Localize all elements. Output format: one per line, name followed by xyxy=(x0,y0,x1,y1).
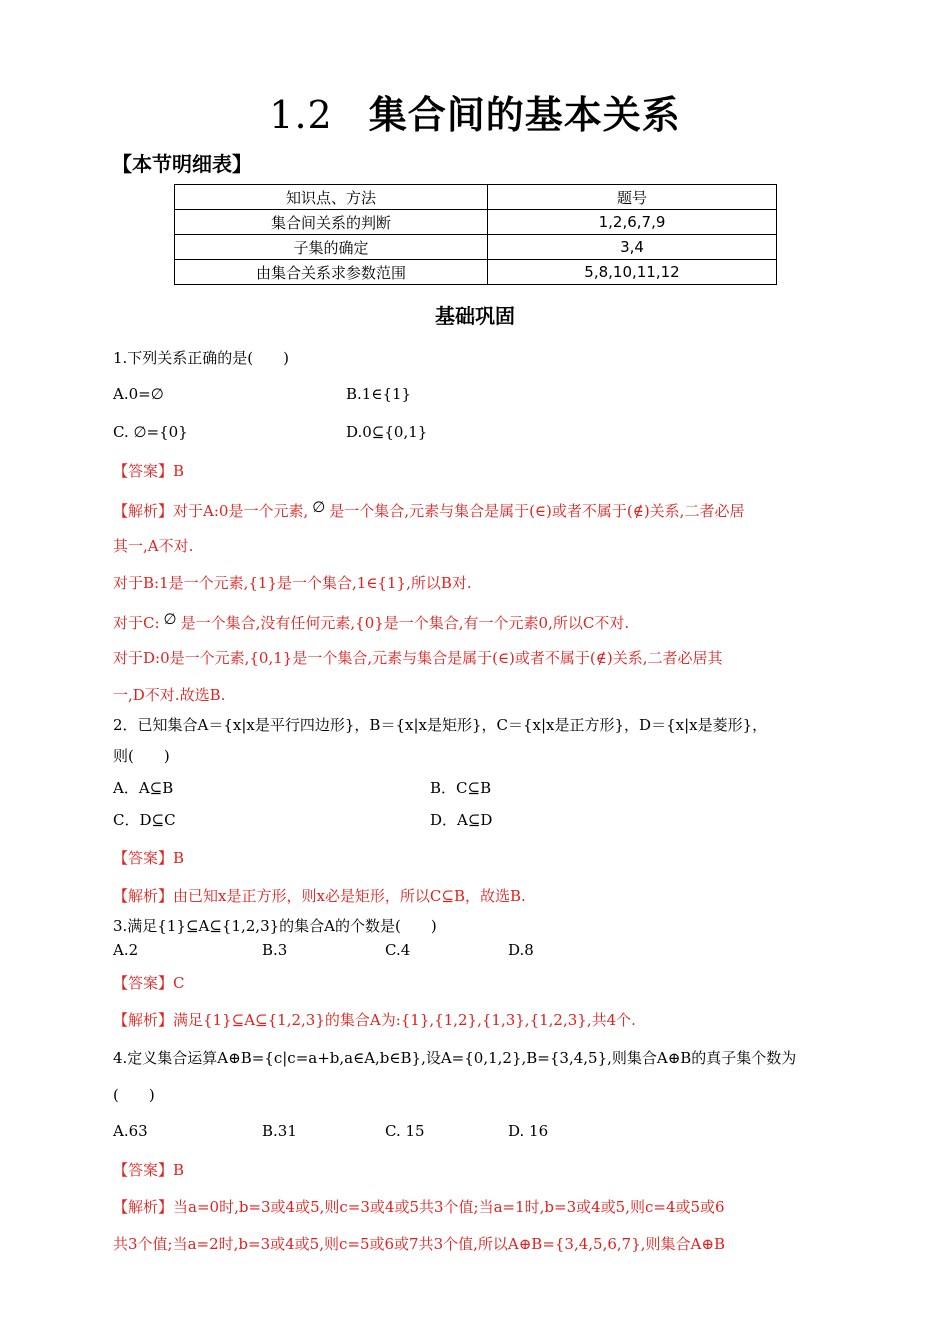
q1-analysis-line-3: 对于B:1是一个元素,{1}是一个集合,1∈{1},所以B对. xyxy=(113,574,472,592)
title-number: 1.2 xyxy=(269,93,333,137)
table-cell: 3,4 xyxy=(488,235,777,260)
empty-set-symbol: ∅ xyxy=(163,610,177,628)
q2-stem-line-1: 2．已知集合A＝{x|x是平行四边形}，B＝{x|x是矩形}，C＝{x|x是正方形}，D＝{x|x是菱形}， xyxy=(113,716,768,734)
analysis-text: 对于A:0是一个元素, xyxy=(173,502,309,520)
q3-option-b: B.3 xyxy=(262,941,288,959)
q4-option-c: C. 15 xyxy=(385,1122,425,1140)
table-header-cell: 知识点、方法 xyxy=(175,185,488,210)
analysis-label: 【解析】 xyxy=(113,1011,174,1029)
analysis-text: 满足{1}⊆A⊆{1,2,3}的集合A为:{1},{1,2},{1,3},{1,2,3},共4个. xyxy=(173,1011,636,1029)
q2-option-c: C．D⊆C xyxy=(113,811,176,829)
q4-analysis-line-1 xyxy=(113,1196,725,1217)
q1-option-b: B.1∈{1} xyxy=(346,385,412,403)
q1-option-a: A.0=∅ xyxy=(113,385,164,403)
q1-analysis-line-6: 一,D不对.故选B. xyxy=(113,686,226,704)
q3-option-d: D.8 xyxy=(508,941,534,959)
answer-value: B xyxy=(173,462,185,480)
q2-option-b: B．C⊆B xyxy=(430,779,492,797)
q2-analysis xyxy=(113,885,526,906)
analysis-label: 【解析】 xyxy=(113,1198,174,1216)
q2-answer xyxy=(113,847,184,868)
q3-stem: 3.满足{1}⊆A⊆{1,2,3}的集合A的个数是( ) xyxy=(113,917,437,935)
q1-option-c: C. ∅={0} xyxy=(113,423,188,441)
section-subtitle: 基础巩固 xyxy=(435,304,515,328)
answer-label: 【答案】 xyxy=(113,849,174,867)
q3-option-a: A.2 xyxy=(113,941,139,959)
detail-table-heading: 【本节明细表】 xyxy=(112,152,252,176)
table-cell: 集合间关系的判断 xyxy=(175,210,488,235)
answer-label: 【答案】 xyxy=(113,974,174,992)
analysis-label: 【解析】 xyxy=(113,887,174,905)
table-cell: 1,2,6,7,9 xyxy=(488,210,777,235)
q1-analysis-line-4 xyxy=(113,610,629,633)
analysis-text: 是一个集合,没有任何元素,{0}是一个集合,有一个元素0,所以C不对. xyxy=(180,614,630,632)
q1-option-d: D.0⊆{0,1} xyxy=(346,423,428,441)
q4-analysis-line-2: 共3个值;当a=2时,b=3或4或5,则c=5或6或7共3个值,所以A⊕B={3,4,5,6,7},则集合A⊕B xyxy=(113,1235,725,1253)
q2-option-d: D．A⊆D xyxy=(430,811,493,829)
q1-answer xyxy=(113,460,184,481)
q1-stem: 1.下列关系正确的是( ) xyxy=(113,349,290,367)
q2-stem-line-2: 则( ) xyxy=(113,747,170,765)
table-header-row xyxy=(175,185,777,210)
q1-analysis-line-1 xyxy=(113,498,744,521)
q4-answer xyxy=(113,1159,184,1180)
answer-label: 【答案】 xyxy=(113,1161,174,1179)
page-title xyxy=(0,84,950,139)
q3-option-c: C.4 xyxy=(385,941,411,959)
analysis-text: 是一个集合,元素与集合是属于(∈)或者不属于(∉)关系,二者必居 xyxy=(329,502,745,520)
q2-option-a: A．A⊆B xyxy=(113,779,174,797)
answer-value: B xyxy=(173,1161,185,1179)
table-cell: 由集合关系求参数范围 xyxy=(175,260,488,285)
q3-answer xyxy=(113,972,185,993)
empty-set-symbol: ∅ xyxy=(312,498,326,516)
q1-analysis-line-2: 其一,A不对. xyxy=(113,537,194,555)
table-row xyxy=(175,235,777,260)
analysis-text: 对于C: xyxy=(113,614,160,632)
answer-label: 【答案】 xyxy=(113,462,174,480)
q4-option-b: B.31 xyxy=(262,1122,297,1140)
answer-value: C xyxy=(173,974,185,992)
table-row xyxy=(175,260,777,285)
q4-option-d: D. 16 xyxy=(508,1122,549,1140)
q4-stem-line-2: ( ) xyxy=(113,1086,155,1104)
q4-stem-line-1: 4.定义集合运算A⊕B={c|c=a+b,a∈A,b∈B},设A={0,1,2},B={3,4,5},则集合A⊕B的真子集个数为 xyxy=(113,1049,797,1067)
table-row xyxy=(175,210,777,235)
title-text: 集合间的基本关系 xyxy=(368,92,681,137)
table-cell: 5,8,10,11,12 xyxy=(488,260,777,285)
detail-table xyxy=(174,184,777,285)
answer-value: B xyxy=(173,849,185,867)
q3-analysis xyxy=(113,1009,636,1030)
analysis-text: 由已知x是正方形，则x必是矩形，所以C⊆B，故选B. xyxy=(173,887,526,905)
analysis-text: 当a=0时,b=3或4或5,则c=3或4或5共3个值;当a=1时,b=3或4或5,则c=4或5或6 xyxy=(173,1198,725,1216)
analysis-label: 【解析】 xyxy=(113,502,174,520)
table-cell: 子集的确定 xyxy=(175,235,488,260)
q4-option-a: A.63 xyxy=(113,1122,148,1140)
table-header-cell: 题号 xyxy=(488,185,777,210)
q1-analysis-line-5: 对于D:0是一个元素,{0,1}是一个集合,元素与集合是属于(∈)或者不属于(∉)关系,二者必居其 xyxy=(113,649,723,667)
